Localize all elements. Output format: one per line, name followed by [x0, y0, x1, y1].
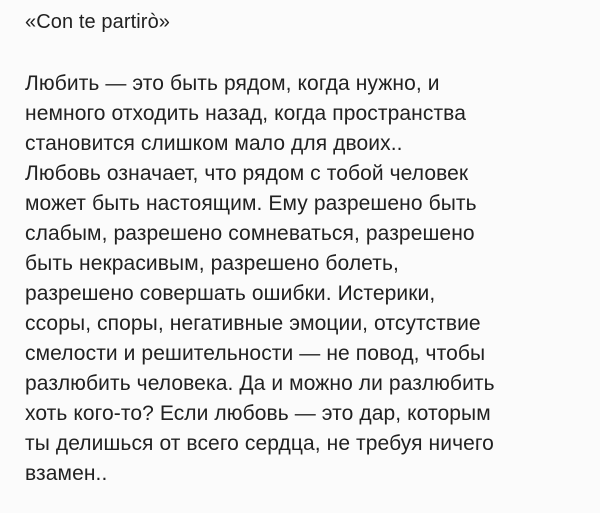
quote-line: смелости и решительности — не повод, чтобы [25, 342, 486, 365]
quote-title: «Con te partirò» [25, 11, 171, 33]
quote-line: ссоры, споры, негативные эмоции, отсутствие [25, 312, 481, 335]
quote-body [25, 69, 576, 489]
quote-line: слабым, разрешено сомневаться, разрешено [25, 222, 475, 245]
quote-line: разрешено совершать ошибки. Истерики, [25, 282, 436, 305]
quote-line: Любовь означает, что рядом с тобой человек [25, 162, 469, 185]
quote-line: немного отходить назад, когда пространства [25, 102, 466, 125]
quote-line: разлюбить человека. Да и можно ли разлюбить [25, 372, 495, 395]
quote-line: ты делишься от всего сердца, не требуя ничего [25, 432, 494, 455]
quote-line: хоть кого-то? Если любовь — это дар, которым [25, 402, 491, 425]
quote-line: быть некрасивым, разрешено болеть, [25, 252, 399, 275]
quote-line: взамен.. [25, 462, 108, 485]
quote-line: Любить — это быть рядом, когда нужно, и [25, 72, 440, 95]
quote-line: может быть настоящим. Ему разрешено быть [25, 192, 477, 215]
quote-line: становится слишком мало для двоих.. [25, 132, 403, 155]
